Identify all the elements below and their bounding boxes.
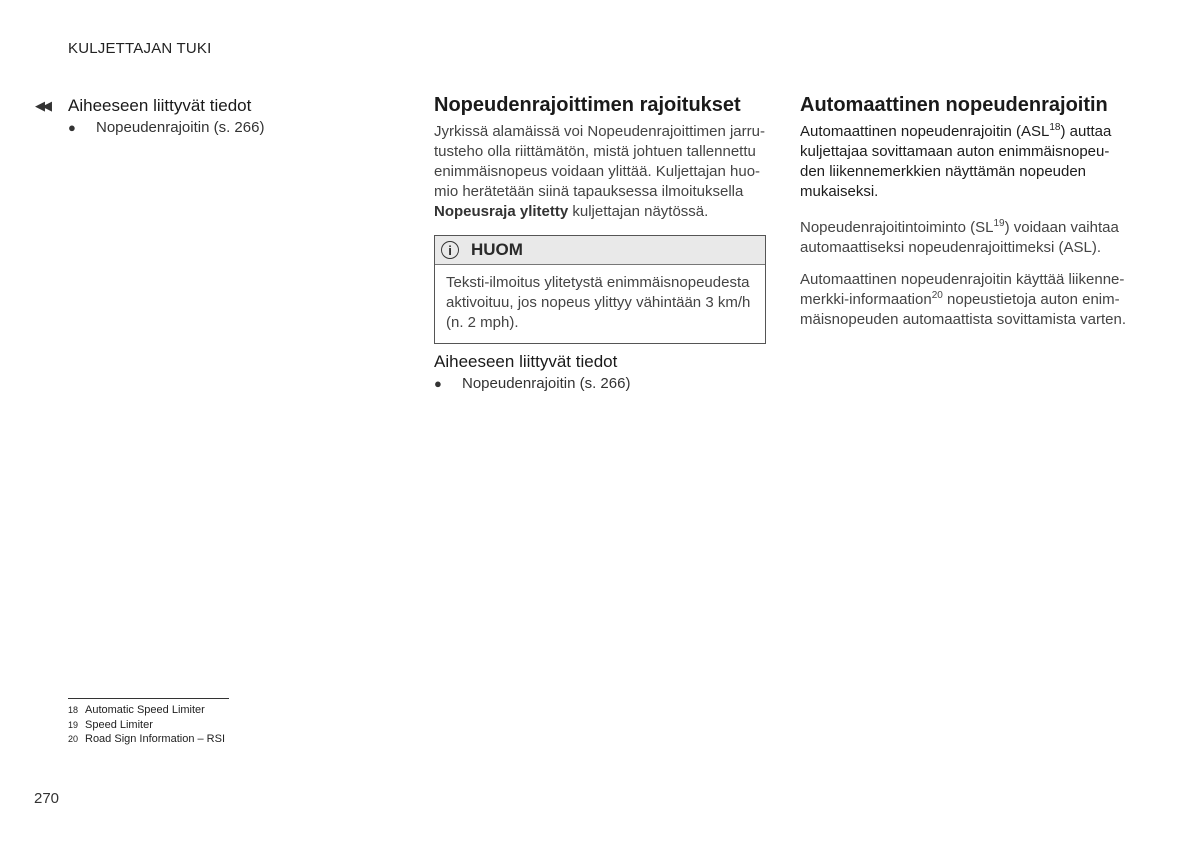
text-fragment: nopeustietoja auton enim- [942,291,1120,308]
middle-column [434,94,766,222]
text-line: Jyrkissä alamäissä voi Nopeudenrajoittimen jarru- [434,123,765,140]
footnote-item [68,703,225,718]
right-section-title: Automaattinen nopeudenrajoitin [800,94,1108,116]
footnote-number: 18 [68,705,79,715]
footnote-item [68,718,225,733]
info-icon: i [441,241,459,259]
footnote-ref[interactable]: 20 [931,290,943,301]
text-line: tusteho olla riittämätön, mistä johtuen tallennettu [434,143,756,160]
bullet-dot-icon: ● [434,376,442,391]
right-column [800,94,1132,342]
text-fragment: merkki-informaation [800,291,932,308]
page-number: 270 [34,790,60,807]
footnote-number: 19 [68,719,79,730]
note-body [435,265,765,343]
footnote-ref[interactable]: 19 [993,218,1005,229]
text-line: enimmäisnopeus voidaan ylittää. Kuljettajan huo- [434,163,761,180]
text-line: aktivoituu, jos nopeus ylittyy vähintään 3 km/h [446,294,751,311]
left-related-block [68,96,400,136]
middle-paragraph [434,122,766,222]
middle-section-title: Nopeudenrajoittimen rajoitukset [434,94,741,116]
footnote-text: Road Sign Information – RSI [85,733,226,745]
right-paragraph-1 [800,122,1132,202]
middle-related-block [434,352,766,392]
right-paragraph-2 [800,218,1132,258]
note-label: HUOM [471,240,523,259]
footnote-number: 20 [68,734,79,744]
note-header [435,236,765,265]
text-line: kuljettajaa sovittamaan auton enimmäisnopeu- [800,143,1110,160]
text-line [434,202,766,222]
footnote-text: Speed Limiter [85,718,153,731]
text-line: automaattiseksi nopeudenrajoittimeksi (ASL). [800,239,1101,256]
left-related-title: Aiheeseen liittyvät tiedot [68,96,252,115]
text-fragment: ) voidaan vaihtaa [1004,219,1119,236]
section-header: KULJETTAJAN TUKI [68,40,212,57]
double-chevron-left-icon[interactable]: ◀◀ [35,98,49,113]
text-line: mio herätetään siinä tapauksessa ilmoituksella [434,183,744,200]
text-line: (n. 2 mph). [446,314,519,331]
warning-message-name: Nopeusraja ylitetty [434,203,569,220]
text-line: mäisnopeuden automaattista sovittamista varten. [800,311,1127,328]
footnote-item [68,732,225,747]
text-line: Teksti-ilmoitus ylitetystä enimmäisnopeudesta [446,274,750,291]
bullet-dot-icon: ● [68,120,76,135]
footnotes [68,703,225,747]
text-fragment: Nopeudenrajoitintoiminto (SL [800,219,994,236]
footnote-divider [68,698,229,699]
text-fragment: Automaattinen nopeudenrajoitin (ASL [800,123,1050,140]
text-fragment: ) auttaa [1060,123,1112,140]
list-item[interactable] [434,375,766,392]
note-box [434,235,766,344]
list-item[interactable] [68,119,400,136]
footnote-ref[interactable]: 18 [1049,122,1061,133]
text-line: Automaattinen nopeudenrajoitin käyttää liikenne- [800,271,1125,288]
related-link[interactable]: Nopeudenrajoitin (s. 266) [96,119,265,136]
text-fragment: kuljettajan näytössä. [568,203,709,220]
right-body [800,122,1132,330]
right-paragraph-3 [800,270,1132,330]
text-line: mukaiseksi. [800,183,879,200]
text-line: den liikennemerkkien näyttämän nopeuden [800,163,1087,180]
middle-related-title: Aiheeseen liittyvät tiedot [434,352,618,371]
footnote-text: Automatic Speed Limiter [85,704,205,716]
related-link[interactable]: Nopeudenrajoitin (s. 266) [462,375,631,392]
